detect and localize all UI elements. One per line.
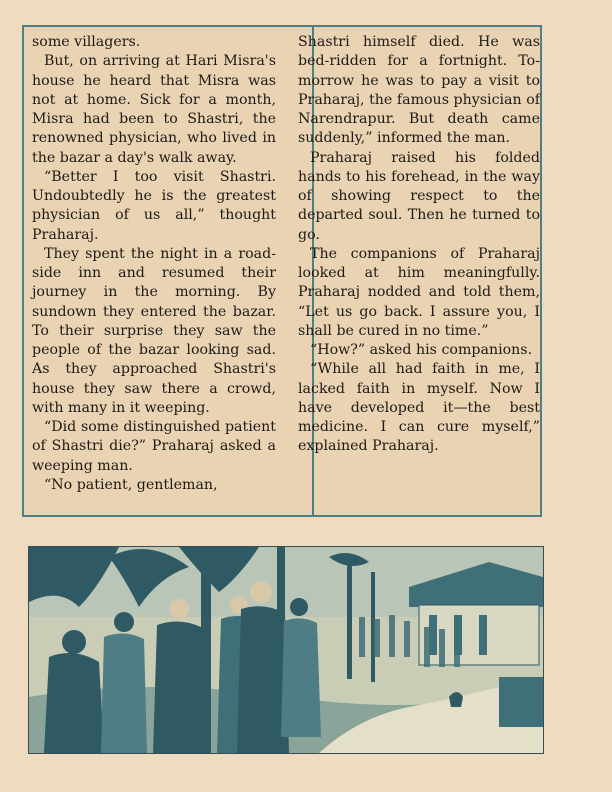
- paragraph: Praharaj raised his folded hands to his forehead, in the way of showing respect to the departed soul. Then he turned to go.: [298, 149, 540, 243]
- paragraph: “How?” asked his companions.: [310, 342, 533, 358]
- paragraph: “No patient, gentleman,: [44, 476, 218, 493]
- story-illustration: [28, 546, 544, 754]
- paragraph: But, on arriving at Hari Misra's house he heard that Misra was not at home. Sick for a month, Misra had been to Shastri, the renowned physician, who lived in the bazar a day's walk away.: [32, 53, 276, 166]
- paragraph: Shastri himself died. He was bed-ridden for a fortnight. To-morrow he was to pay a visit to Praharaj, the famous physician of Narendrapur. But death came suddenly,” informed the man.: [298, 34, 540, 147]
- right-text-column: [298, 33, 540, 457]
- paragraph: They spent the night in a road-side inn and resumed their journey in the morning. By sundown they entered the bazar. To their surprise they saw the people of the bazar looking sad. As they approached Shastri's house they saw there a crowd, with many in it weeping.: [32, 245, 276, 416]
- left-text-column: [32, 33, 276, 495]
- illustration-drawing: [29, 547, 543, 753]
- paragraph: “Did some distinguished patient of Shastri die?” Praharaj asked a weeping man.: [32, 419, 276, 474]
- paragraph: “While all had faith in me, I lacked faith in myself. Now I have developed it—the best medicine. I can cure myself,” explained Praharaj.: [298, 361, 540, 455]
- paragraph: The companions of Praharaj looked at him meaningfully. Praharaj nodded and told them, “Let us go back. I assure you, I shall be cured in no time.”: [298, 245, 540, 339]
- paragraph: “Better I too visit Shastri. Undoubtedly he is the greatest physician of us all,” thought Praharaj.: [32, 168, 276, 243]
- story-text-panel: [22, 25, 542, 517]
- paragraph: some villagers.: [32, 34, 141, 50]
